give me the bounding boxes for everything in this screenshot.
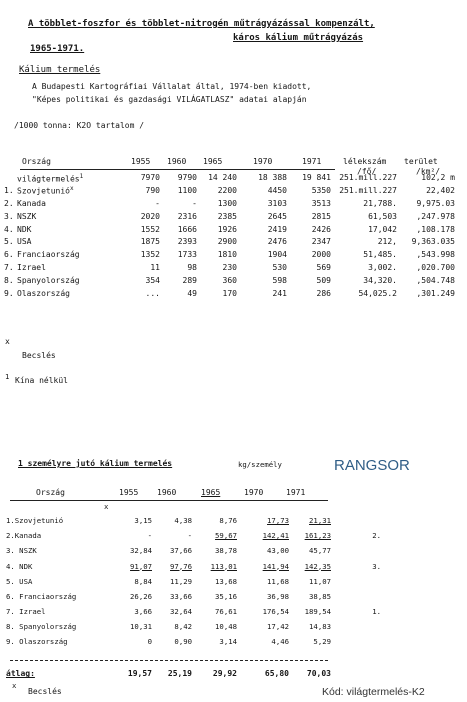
ranking-stamp: RANGSOR (334, 457, 410, 474)
value-1955: 26,26 (130, 591, 152, 601)
value-1965: 76,61 (215, 607, 237, 617)
table1-row (4, 185, 455, 198)
population: 61,503 (368, 211, 397, 221)
value-1960: 2316 (177, 211, 197, 221)
population: 212, (377, 237, 397, 247)
table1-head-1971: 1971 (302, 157, 322, 166)
area: ,108.178 (416, 224, 455, 234)
value-1971: 2815 (311, 211, 331, 221)
table1-head-country: Ország (22, 157, 51, 166)
value-1955: 1875 (140, 237, 160, 247)
value-1960: 11,29 (170, 576, 192, 586)
rank-mark: 3. (372, 561, 381, 571)
country-name: NSZK (17, 211, 37, 221)
value-1955: ... (145, 288, 160, 298)
value-1960: - (192, 198, 197, 208)
country-name: Olaszország (17, 288, 70, 298)
value-1960: 2393 (177, 237, 197, 247)
table1-row (4, 236, 455, 249)
value-1955: 354 (145, 275, 160, 285)
value-1971: 38,85 (309, 591, 331, 601)
table1-head-1965: 1965 (203, 157, 223, 166)
value-1965: 8,76 (219, 515, 237, 525)
value-1960: 1100 (177, 186, 197, 196)
value-1965: 38,78 (215, 546, 237, 556)
country-name: NDK (17, 224, 32, 234)
value-1970: 241 (272, 288, 287, 298)
rank-mark (331, 574, 381, 589)
unit-note: /1000 tonna: K2O tartalom / (14, 121, 145, 130)
country-name: 6. Franciaország (6, 591, 77, 601)
row-number: 6. (4, 250, 14, 260)
table1-row (4, 172, 455, 185)
table2-head-1971: 1971 (286, 488, 306, 497)
value-1965: 1300 (217, 198, 237, 208)
value-1970: 43,00 (267, 546, 289, 556)
rank-mark (331, 619, 381, 634)
row-number: 4. (4, 224, 14, 234)
value-1955: 32,84 (130, 546, 152, 556)
value-1965: 2900 (217, 237, 237, 247)
value-1965: 13,68 (215, 576, 237, 586)
average-row (6, 668, 331, 681)
value-1960: 9790 (177, 173, 197, 183)
country-name: Spanyolország (17, 275, 80, 285)
table1 (4, 172, 455, 300)
area: 22,402 (426, 186, 455, 196)
value-1971: 286 (316, 288, 331, 298)
table1-head-1955: 1955 (131, 157, 151, 166)
country-name: Szovjetunió (17, 187, 70, 197)
value-1965: 35,16 (215, 591, 237, 601)
table1-head-population: lélekszám (343, 157, 387, 166)
country-name: Franciaország (17, 250, 80, 260)
value-1965: 59,67 (215, 531, 237, 541)
value-1970: 598 (272, 275, 287, 285)
country-name: 4. NDK (6, 561, 33, 571)
value-1970: 2476 (267, 237, 287, 247)
value-1971: 5350 (311, 186, 331, 196)
estimate-note: Becslés (22, 351, 56, 360)
table1-head-1960: 1960 (167, 157, 187, 166)
table1-row (4, 262, 455, 275)
value-1965: 170 (222, 288, 237, 298)
per-capita-unit: kg/személy (238, 460, 282, 469)
value-1965: 2200 (217, 186, 237, 196)
value-1955: 11 (150, 262, 160, 272)
value-1970: 17,42 (267, 622, 289, 632)
value-1965: 113,01 (210, 561, 237, 571)
china-note: Kína nélkül (15, 376, 68, 385)
table2-head-country: Ország (36, 488, 65, 497)
value-1955: - (155, 198, 160, 208)
table2-row (6, 619, 381, 634)
table2-row (6, 589, 381, 604)
area: 9,975.03 (416, 198, 455, 208)
country-name: 9. Olaszország (6, 637, 68, 647)
row-number: 5. (4, 237, 14, 247)
value-1960: 289 (182, 275, 197, 285)
value-1971: 142,35 (304, 561, 331, 571)
table2-row (6, 559, 381, 574)
value-1955: 2020 (140, 211, 160, 221)
value-1955: 10,31 (130, 622, 152, 632)
area: ,247.978 (416, 211, 455, 221)
value-1965: 230 (222, 262, 237, 272)
value-1970: 141,94 (262, 561, 289, 571)
population: 54,025.2 (358, 288, 397, 298)
table2 (6, 513, 381, 650)
value-1955: 1352 (140, 250, 160, 260)
population: 17,042 (368, 224, 397, 234)
population: 251.mill.227 (339, 186, 397, 196)
area: ,504.748 (416, 275, 455, 285)
country-name: 7. Izrael (6, 607, 46, 617)
value-1960: 33,66 (170, 591, 192, 601)
value-1971: 45,77 (309, 546, 331, 556)
value-1971: 2000 (311, 250, 331, 260)
table1-row (4, 210, 455, 223)
population: 21,788. (363, 198, 397, 208)
table1-row (4, 249, 455, 262)
value-1971: 3513 (311, 198, 331, 208)
value-1971: 161,23 (304, 531, 331, 541)
value-1965: 360 (222, 275, 237, 285)
table1-head-area-unit: /km²/ (416, 167, 441, 176)
value-1970: 530 (272, 262, 287, 272)
value-1970: 3103 (267, 198, 287, 208)
value-1971: 19 841 (302, 173, 331, 183)
row-number: 3. (4, 211, 14, 221)
population: 51,485. (363, 250, 397, 260)
population: 34,320. (363, 275, 397, 285)
value-1970: 11,68 (267, 576, 289, 586)
area: 9,363.035 (411, 237, 455, 247)
value-1970: 2419 (267, 224, 287, 234)
row-number: 9. (4, 288, 14, 298)
value-1960: 97,76 (170, 561, 192, 571)
china-note-mark: 1 (5, 372, 10, 381)
value-1960: 98 (187, 262, 197, 272)
table2-head-1960: 1960 (157, 488, 177, 497)
value-1965: 3,14 (219, 637, 237, 647)
footnote-mark: 1 (79, 172, 84, 180)
table1-row (4, 274, 455, 287)
value-1960: 1733 (177, 250, 197, 260)
value-1955: 790 (145, 186, 160, 196)
area: ,020.700 (416, 262, 455, 272)
table1-row (4, 223, 455, 236)
table1-head-1970: 1970 (253, 157, 273, 166)
average-1955: 19,57 (127, 669, 152, 679)
value-1965: 1926 (217, 224, 237, 234)
area: ,543.998 (416, 250, 455, 260)
estimate-mark: x (69, 185, 74, 193)
country-name: Izrael (17, 262, 46, 272)
intro-line-2: "Képes politikai és gazdasági VILÁGATLASZ" adatai alapján (32, 95, 307, 104)
average-rule (10, 660, 328, 661)
value-1970: 1904 (267, 250, 287, 260)
value-1960: 37,66 (170, 546, 192, 556)
estimate-note-mark: x (5, 337, 10, 346)
table1-row (4, 287, 455, 300)
country-name: 2.Kanada (6, 531, 42, 541)
value-1955: 8,84 (134, 576, 152, 586)
value-1960: 32,64 (170, 607, 192, 617)
value-1971: 11,07 (309, 576, 331, 586)
value-1955: 1552 (140, 224, 160, 234)
row-number: 7. (4, 262, 14, 272)
rank-mark: 2. (372, 531, 381, 541)
row-number: 8. (4, 275, 14, 285)
value-1971: 569 (316, 262, 331, 272)
value-1965: 1810 (217, 250, 237, 260)
average-1960: 25,19 (167, 669, 192, 679)
rank-mark (331, 543, 381, 558)
table2-header-rule (10, 500, 328, 501)
table1-header-rule (20, 169, 335, 170)
value-1970: 18 388 (258, 173, 287, 183)
intro-line-1: A Budapesti Kartográfiai Vállalat által, 1974-ben kiadott, (32, 82, 312, 91)
population: 3,002. (368, 262, 397, 272)
value-1955: 3,15 (134, 515, 152, 525)
table2-head-1970: 1970 (244, 488, 264, 497)
value-1955: 91,07 (130, 561, 152, 571)
average-1970: 65,80 (264, 669, 289, 679)
average-1971: 70,03 (306, 669, 331, 679)
years-heading: 1965-1971. (30, 44, 85, 54)
country-name: világtermelés (17, 174, 80, 184)
value-1970: 2645 (267, 211, 287, 221)
title-line-1: A többlet-foszfor és többlet-nitrogén műtrágyázással kompenzált, (28, 19, 375, 29)
row-number: 1. (4, 186, 14, 196)
value-1971: 189,54 (304, 607, 331, 617)
rank-mark (331, 513, 381, 528)
value-1971: 21,31 (309, 515, 331, 525)
value-1955: - (147, 531, 152, 541)
table2-average (6, 668, 331, 681)
value-1960: 8,42 (174, 622, 192, 632)
average-1965: 29,92 (212, 669, 237, 679)
table2-row (6, 543, 381, 558)
table2-row (6, 513, 381, 528)
value-1970: 17,73 (267, 515, 289, 525)
rank-mark (331, 635, 381, 650)
value-1955: 3,66 (134, 607, 152, 617)
table1-head-pop-unit: /fő/ (357, 167, 377, 176)
potassium-production-heading: Kálium termelés (19, 65, 101, 75)
value-1971: 14,83 (309, 622, 331, 632)
row-number: 2. (4, 198, 14, 208)
country-name: 3. NSZK (6, 546, 37, 556)
value-1971: 509 (316, 275, 331, 285)
country-name: 8. Spanyolország (6, 622, 77, 632)
value-1955: 7970 (140, 173, 160, 183)
average-label: átlag: (6, 669, 35, 679)
value-1960: 0,90 (174, 637, 192, 647)
country-name: 1.Szovjetunió (6, 515, 64, 525)
country-name: USA (17, 237, 32, 247)
area: 102,2 m (421, 173, 455, 183)
value-1971: 2426 (311, 224, 331, 234)
per-capita-heading: 1 személyre jutó kálium termelés (18, 459, 173, 468)
table2-head-1955: 1955 (119, 488, 139, 497)
value-1970: 4450 (267, 186, 287, 196)
document-code: Kód: világtermelés-K2 (322, 686, 425, 698)
area: ,301.249 (416, 288, 455, 298)
table2-row (6, 635, 381, 650)
value-1960: 1666 (177, 224, 197, 234)
value-1970: 4,46 (271, 637, 289, 647)
population: 251.mill.227 (339, 173, 397, 183)
table2-row (6, 528, 381, 543)
rank-mark: 1. (372, 607, 381, 617)
value-1955: 0 (147, 637, 152, 647)
value-1965: 14 240 (208, 173, 237, 183)
value-1960: - (187, 531, 192, 541)
table2-row (6, 574, 381, 589)
value-1970: 36,98 (267, 591, 289, 601)
table1-row (4, 198, 455, 211)
footnote-estimate: Becslés (28, 687, 62, 696)
country-name: 5. USA (6, 576, 33, 586)
rank-mark (331, 589, 381, 604)
value-1971: 2347 (311, 237, 331, 247)
table2-estimate-mark: x (104, 502, 109, 511)
footnote-estimate-mark: x (12, 681, 17, 690)
value-1970: 142,41 (262, 531, 289, 541)
country-name: Kanada (17, 198, 46, 208)
table1-head-area: terület (404, 157, 438, 166)
value-1970: 176,54 (262, 607, 289, 617)
value-1971: 5,29 (313, 637, 331, 647)
title-line-2: káros kálium műtrágyázás (233, 33, 364, 43)
value-1960: 4,38 (174, 515, 192, 525)
value-1965: 2385 (217, 211, 237, 221)
value-1960: 49 (187, 288, 197, 298)
table2-head-1965: 1965 (201, 488, 221, 497)
value-1965: 10,48 (215, 622, 237, 632)
table2-row (6, 604, 381, 619)
